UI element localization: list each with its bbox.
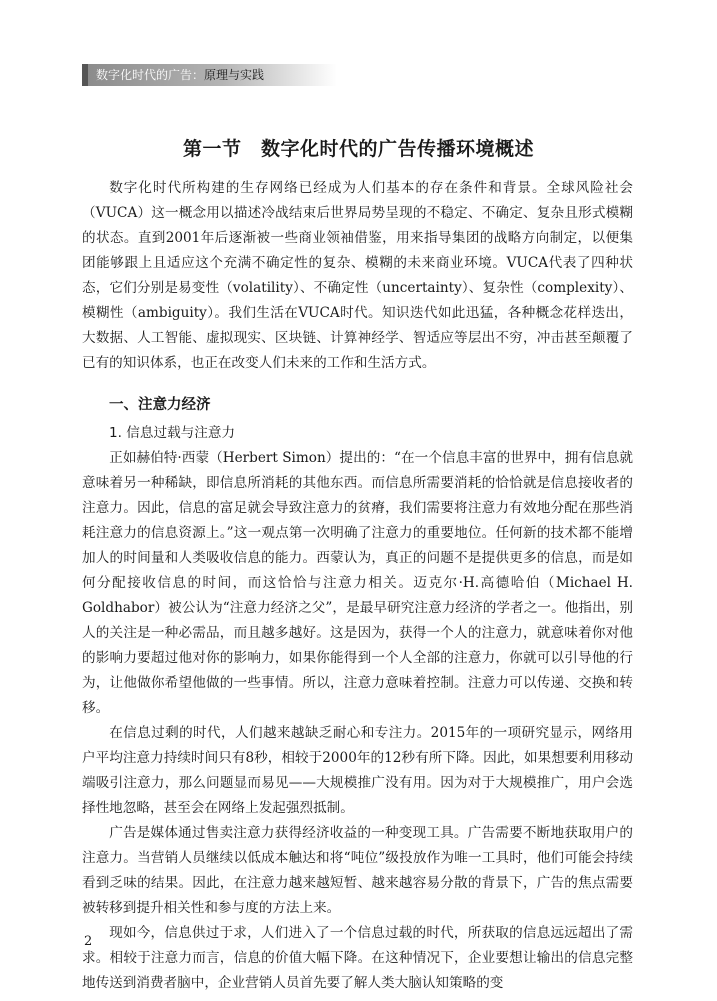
intro-paragraph: 数字化时代所构建的生存网络已经成为人们基本的存在条件和背景。全球风险社会（VUCA）这一概念用以描述冷战结束后世界局势呈现的不稳定、不确定、复杂且形式模糊的状态。直到2001年后逐渐被一些商业领袖借鉴，用来指导集团的战略方向制定，以便集团能够跟上且适应这个充满不确定性的复杂、模糊的未来商业环境。VUCA代表了四种状态，它们分别是易变性（volatility）、不确定性（uncertainty）、复杂性（complexity）、模糊性（ambiguity）。我们生活在VUCA时代。知识迭代如此迅猛，各种概念花样迭出，大数据、人工智能、虚拟现实、区块链、计算神经学、智适应等层出不穷，冲击甚至颠覆了已有的知识体系，也正在改变人们未来的工作和生活方式。	[82, 180, 633, 371]
paragraph-attention-span: 在信息过剩的时代，人们越来越缺乏耐心和专注力。2015年的一项研究显示，网络用户平均注意力持续时间只有8秒，相较于2000年的12秒有所下降。因此，如果想要利用移动端吸引注意力，那么问题显而易见——大规模推广没有用。因为对于大规模推广，用户会选择性地忽略，甚至会在网络上发起强烈抵制。	[82, 725, 633, 816]
page-number: 2	[84, 934, 93, 949]
heading-information-overload: 1. 信息过载与注意力	[109, 425, 236, 441]
paragraph-simon: 正如赫伯特·西蒙（Herbert Simon）提出的：“在一个信息丰富的世界中，拥有信息就意味着另一种稀缺，即信息所消耗的其他东西。而信息所需要消耗的恰恰就是信息接收者的注意力。因此，信息的富足就会导致注意力的贫瘠，我们需要将注意力有效地分配在那些消耗注意力的信息资源上。”这一观点第一次明确了注意力的重要地位。任何新的技术都不能增加人的时间量和人类吸收信息的能力。西蒙认为，真正的问题不是提供更多的信息，而是如何分配接收信息的时间，而这恰恰与注意力相关。迈克尔·H.高德哈伯（Michael H. Goldhabor）被公认为“注意力经济之父”，是最早研究注意力经济的学者之一。他指出，别人的关注是一种必需品，而且越多越好。这是因为，获得一个人的注意力，就意味着你对他的影响力要超过他对你的影响力，如果你能得到一个人全部的注意力，你就可以引导他的行为，让他做你希望他做的一些事情。所以，注意力意味着控制。注意力可以传递、交换和转移。	[82, 450, 633, 716]
heading-attention-economy: 一、注意力经济	[109, 397, 211, 413]
paragraph-advertising: 广告是媒体通过售卖注意力获得经济收益的一种变现工具。广告需要不断地获取用户的注意力。当营销人员继续以低成本触达和将“吨位”级投放作为唯一工具时，他们可能会持续看到乏味的结果。因此，在注意力越来越短暂、越来越容易分散的背景下，广告的焦点需要被转移到提升相关性和参与度的方法上来。	[82, 825, 633, 916]
header-text	[96, 67, 264, 83]
book-subtitle: 原理与实践	[204, 68, 265, 82]
running-header	[82, 64, 337, 86]
section-title: 第一节 数字化时代的广告传播环境概述	[182, 138, 534, 160]
body-text	[82, 176, 633, 996]
paragraph-oversupply: 现如今，信息供过于求，人们进入了一个信息过载的时代，所获取的信息远远超出了需求。相较于注意力而言，信息的价值大幅下降。在这种情况下，企业要想让输出的信息完整地传送到消费者脑中，企业营销人员首先要了解人类大脑认知策略的变	[82, 925, 633, 991]
header-accent-bar	[82, 64, 88, 86]
book-title: 数字化时代的广告：	[96, 68, 205, 82]
